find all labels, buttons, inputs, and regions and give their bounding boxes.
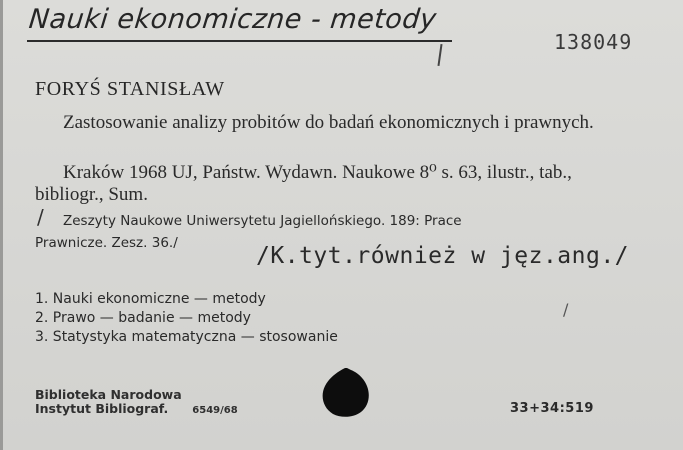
book-title: Zastosowanie analizy probitów do badań ekonomicznych i prawnych. [63,112,594,133]
subject-item: 1. Nauki ekonomiczne — metody [35,291,266,307]
library-institute [35,402,238,418]
ink-stamp-icon [317,366,373,418]
library-imprint [35,388,238,418]
library-number: 6549/68 [192,405,238,416]
pencil-tick-mark [437,44,442,66]
library-name: Biblioteka Narodowa [35,387,182,402]
publication-details: Kraków 1968 UJ, Państw. Wydawn. Naukowe 8⁰ s. 63, ilustr., tab., bibliogr., Sum. [35,162,572,205]
subject-item: 3. Statystyka matematyczna — stosowanie [35,329,338,345]
subject-underline [27,40,452,42]
subject-heading-handwritten: Nauki ekonomiczne - metody [27,4,439,35]
series-slash: / [37,205,44,229]
library-institute-name: Instytut Bibliograf. [35,401,169,416]
subject-item: 2. Prawo — badanie — metody [35,310,251,326]
title-note: /K.tyt.również w jęz.ang./ [256,243,630,269]
series-statement: Zeszyty Naukowe Uniwersytetu Jagiellońskiego. 189: Prace Prawnicze. Zesz. 36./ [35,213,462,251]
classification-code: 33+34:519 [510,401,594,416]
subject-list [35,290,338,347]
call-number: 138049 [554,30,633,54]
author-name: FORYŚ STANISŁAW [35,78,225,100]
pencil-mark: / [563,300,569,319]
